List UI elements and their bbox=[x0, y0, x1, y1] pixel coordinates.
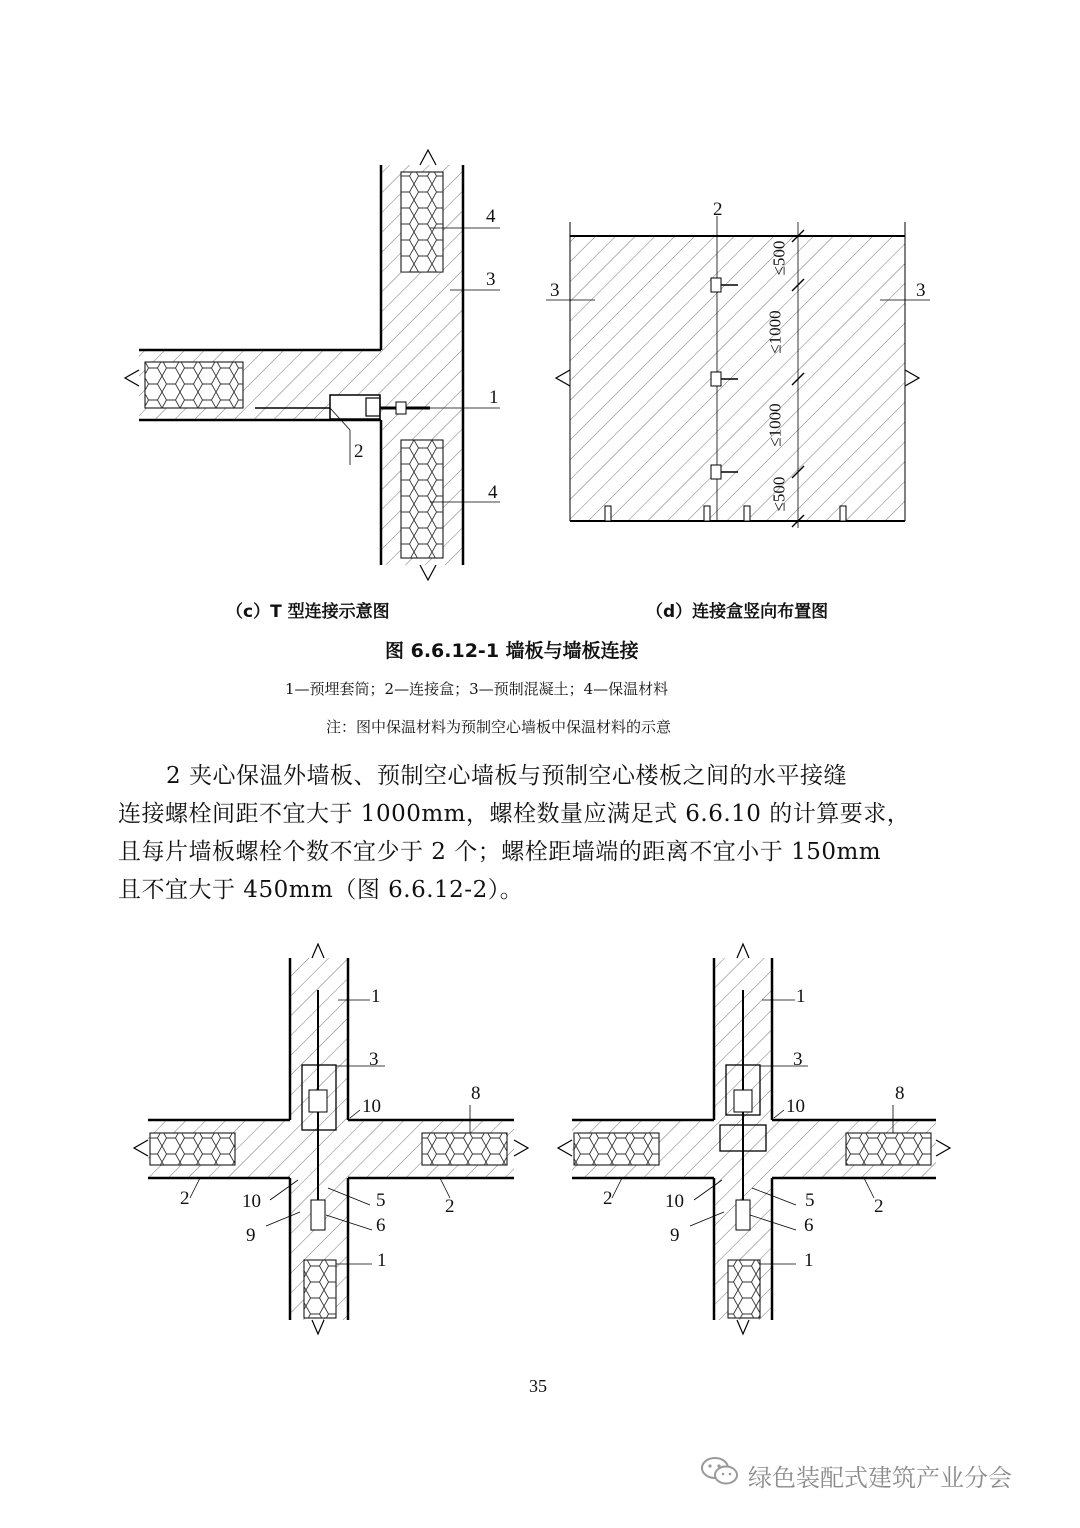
callout-br-6: 6 bbox=[804, 1215, 814, 1236]
callout-br-10-top: 10 bbox=[786, 1096, 805, 1117]
callout-br-1-top: 1 bbox=[796, 986, 806, 1007]
callout-bl-10-top: 10 bbox=[362, 1096, 381, 1117]
callout-bl-1-top: 1 bbox=[371, 986, 381, 1007]
paragraph-line-1: 2 夹心保温外墙板、预制空心墙板与预制空心楼板之间的水平接缝 bbox=[166, 763, 847, 789]
callout-bl-10-bottom: 10 bbox=[242, 1191, 261, 1212]
watermark-text: 绿色装配式建筑产业分会 bbox=[748, 1464, 1012, 1492]
dimension-500-top: ≤500 bbox=[769, 240, 789, 276]
body-paragraph bbox=[118, 757, 968, 909]
callout-bl-8: 8 bbox=[471, 1083, 481, 1104]
figure-legend: 1—预埋套筒；2—连接盒；3—预制混凝土；4—保温材料 bbox=[285, 680, 669, 698]
callout-c-1: 1 bbox=[489, 387, 499, 408]
callout-bl-6: 6 bbox=[376, 1215, 386, 1236]
paragraph-line-4: 且不宜大于 450mm（图 6.6.12-2）。 bbox=[118, 877, 524, 903]
figure-bottom-joints bbox=[0, 930, 1080, 1350]
figure-title: 图 6.6.12-1 墙板与墙板连接 bbox=[385, 640, 639, 662]
callout-br-10-bottom: 10 bbox=[665, 1191, 684, 1212]
dimension-1000-lower: ≤1000 bbox=[765, 403, 785, 447]
figure-note: 注：图中保温材料为预制空心墙板中保温材料的示意 bbox=[326, 718, 672, 736]
paragraph-line-3: 且每片墙板螺栓个数不宜少于 2 个；螺栓距墙端的距离不宜小于 150mm bbox=[118, 839, 882, 865]
callout-br-9: 9 bbox=[670, 1225, 680, 1246]
callout-d-3-left: 3 bbox=[550, 280, 560, 301]
wechat-icon bbox=[700, 1455, 740, 1487]
callout-br-2-left: 2 bbox=[603, 1188, 613, 1209]
dimension-1000-upper: ≤1000 bbox=[765, 310, 785, 354]
callout-br-8: 8 bbox=[895, 1083, 905, 1104]
callout-c-3: 3 bbox=[486, 269, 496, 290]
caption-c: （c）T 型连接示意图 bbox=[226, 602, 390, 622]
callout-bl-5: 5 bbox=[376, 1190, 386, 1211]
callout-bl-2-right: 2 bbox=[445, 1196, 455, 1217]
callout-c-2: 2 bbox=[354, 441, 364, 462]
joint-left bbox=[134, 944, 528, 1334]
callout-c-4-top: 4 bbox=[486, 206, 496, 227]
caption-d: （d）连接盒竖向布置图 bbox=[646, 602, 829, 622]
callout-c-4-bottom: 4 bbox=[488, 482, 498, 503]
callout-bl-2-left: 2 bbox=[180, 1188, 190, 1209]
callout-bl-3: 3 bbox=[369, 1049, 379, 1070]
callout-d-2: 2 bbox=[713, 199, 723, 220]
joint-right bbox=[558, 944, 950, 1334]
dimension-500-bottom: ≤500 bbox=[769, 476, 789, 512]
callout-d-3-right: 3 bbox=[916, 280, 926, 301]
callout-br-3: 3 bbox=[793, 1049, 803, 1070]
callout-br-5: 5 bbox=[805, 1190, 815, 1211]
callout-bl-1-bottom: 1 bbox=[377, 1250, 387, 1271]
callout-bl-9: 9 bbox=[246, 1225, 256, 1246]
page-number: 35 bbox=[529, 1376, 547, 1396]
callout-br-1-bottom: 1 bbox=[804, 1250, 814, 1271]
callout-br-2-right: 2 bbox=[874, 1196, 884, 1217]
paragraph-line-2: 连接螺栓间距不宜大于 1000mm，螺栓数量应满足式 6.6.10 的计算要求， bbox=[118, 801, 911, 827]
